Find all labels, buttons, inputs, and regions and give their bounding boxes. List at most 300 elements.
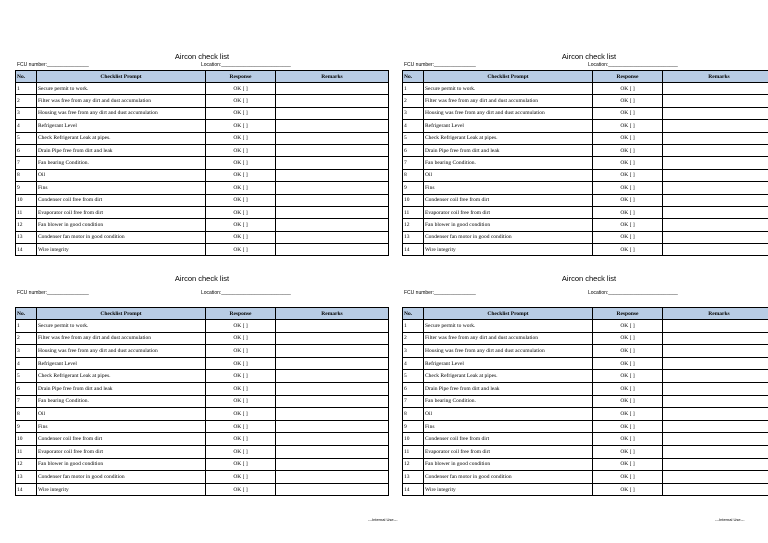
- cell-prompt: Housing was free from any dirt and dust accumulation: [37, 345, 206, 358]
- cell-prompt: Check Refrigerant Leak at pipes.: [37, 132, 206, 144]
- cell-remarks[interactable]: [276, 433, 389, 446]
- cell-prompt: Refrigerant Level: [37, 357, 206, 370]
- cell-prompt: Check Refrigerant Leak at pipes.: [424, 132, 593, 144]
- cell-remarks[interactable]: [276, 483, 389, 496]
- cell-prompt: Refrigerant Level: [424, 357, 593, 370]
- cell-no: 13: [403, 471, 424, 484]
- cell-prompt: Fan blower in good condition: [37, 458, 206, 471]
- cell-remarks[interactable]: [276, 206, 389, 218]
- cell-no: 4: [403, 357, 424, 370]
- cell-response[interactable]: OK [ ]: [593, 194, 663, 206]
- table-row: [16, 95, 389, 107]
- cell-prompt: Condenser fan motor in good condition: [424, 471, 593, 484]
- cell-no: 9: [403, 420, 424, 433]
- cell-prompt: Wire integrity: [424, 483, 593, 496]
- cell-response[interactable]: OK [ ]: [593, 219, 663, 231]
- cell-remarks[interactable]: [663, 95, 768, 107]
- cell-prompt: Refrigerant Level: [37, 120, 206, 132]
- cell-remarks[interactable]: [276, 357, 389, 370]
- col-header-response: Response: [206, 308, 276, 320]
- checklist-title: Aircon check list: [174, 52, 230, 61]
- cell-remarks[interactable]: [663, 132, 768, 144]
- cell-no: 2: [403, 332, 424, 345]
- cell-response[interactable]: OK [ ]: [206, 231, 276, 243]
- cell-response[interactable]: OK [ ]: [593, 231, 663, 243]
- cell-response[interactable]: OK [ ]: [206, 420, 276, 433]
- cell-response[interactable]: OK [ ]: [593, 357, 663, 370]
- checklist-table: [402, 70, 768, 256]
- cell-no: 6: [403, 382, 424, 395]
- cell-response[interactable]: OK [ ]: [593, 458, 663, 471]
- cell-no: 14: [403, 244, 424, 256]
- cell-prompt: Oil: [424, 169, 593, 181]
- cell-remarks[interactable]: [663, 107, 768, 119]
- col-header-no: No.: [403, 308, 424, 320]
- table-row: [16, 231, 389, 243]
- cell-response[interactable]: OK [ ]: [593, 144, 663, 156]
- cell-remarks[interactable]: [663, 206, 768, 218]
- cell-response[interactable]: OK [ ]: [593, 382, 663, 395]
- checklist-meta: [402, 287, 768, 307]
- cell-response[interactable]: OK [ ]: [206, 471, 276, 484]
- cell-remarks[interactable]: [276, 169, 389, 181]
- cell-no: 12: [403, 458, 424, 471]
- cell-no: 1: [403, 83, 424, 95]
- cell-prompt: Fan bearing Condition.: [37, 395, 206, 408]
- cell-response[interactable]: OK [ ]: [593, 95, 663, 107]
- cell-remarks[interactable]: [276, 370, 389, 383]
- fcu-number-field[interactable]: FCU number:_______________: [17, 62, 89, 68]
- table-row: [16, 157, 389, 169]
- cell-no: 4: [16, 357, 37, 370]
- cell-response[interactable]: OK [ ]: [206, 95, 276, 107]
- cell-remarks[interactable]: [663, 320, 768, 333]
- cell-response[interactable]: OK [ ]: [593, 169, 663, 181]
- table-row: [403, 107, 768, 119]
- cell-no: 1: [16, 83, 37, 95]
- col-header-prompt: Checklist Prompt: [424, 71, 593, 83]
- fcu-number-field[interactable]: FCU number:_______________: [404, 62, 476, 68]
- cell-remarks[interactable]: [276, 445, 389, 458]
- checklist-top-right: [402, 52, 768, 256]
- table-row: [16, 182, 389, 194]
- checklist-meta: [15, 61, 389, 70]
- checklist-meta: [402, 61, 768, 70]
- cell-response[interactable]: OK [ ]: [206, 120, 276, 132]
- table-body: [403, 83, 768, 256]
- table-row: [16, 120, 389, 132]
- checklist-top-left: [15, 52, 389, 256]
- table-row: [16, 458, 389, 471]
- cell-prompt: Oil: [424, 408, 593, 421]
- cell-prompt: Fins: [37, 420, 206, 433]
- cell-no: 10: [403, 194, 424, 206]
- cell-no: 5: [16, 370, 37, 383]
- cell-prompt: Fins: [37, 182, 206, 194]
- cell-remarks[interactable]: [663, 182, 768, 194]
- cell-prompt: Fan bearing Condition.: [37, 157, 206, 169]
- checklist-title: Aircon check list: [174, 274, 230, 283]
- table-row: [16, 169, 389, 181]
- cell-prompt: Refrigerant Level: [424, 120, 593, 132]
- cell-remarks[interactable]: [276, 83, 389, 95]
- table-body: [16, 83, 389, 256]
- cell-response[interactable]: OK [ ]: [593, 332, 663, 345]
- cell-prompt: Oil: [37, 408, 206, 421]
- cell-remarks[interactable]: [663, 83, 768, 95]
- cell-prompt: Secure permit to work.: [37, 83, 206, 95]
- cell-response[interactable]: OK [ ]: [206, 332, 276, 345]
- cell-no: 12: [403, 219, 424, 231]
- cell-remarks[interactable]: [663, 445, 768, 458]
- cell-remarks[interactable]: [663, 471, 768, 484]
- cell-remarks[interactable]: [276, 231, 389, 243]
- col-header-prompt: Checklist Prompt: [424, 308, 593, 320]
- table-row: [16, 219, 389, 231]
- cell-remarks[interactable]: [276, 194, 389, 206]
- cell-remarks[interactable]: [276, 144, 389, 156]
- cell-response[interactable]: OK [ ]: [206, 345, 276, 358]
- cell-response[interactable]: OK [ ]: [206, 182, 276, 194]
- cell-remarks[interactable]: [663, 408, 768, 421]
- cell-no: 9: [403, 182, 424, 194]
- cell-remarks[interactable]: [663, 157, 768, 169]
- cell-no: 7: [16, 395, 37, 408]
- table-row: [16, 370, 389, 383]
- table-row: [16, 395, 389, 408]
- cell-remarks[interactable]: [276, 332, 389, 345]
- cell-prompt: Check Refrigerant Leak at pipes.: [37, 370, 206, 383]
- cell-response[interactable]: OK [ ]: [206, 445, 276, 458]
- cell-no: 8: [16, 169, 37, 181]
- cell-prompt: Drain Pipe free from dirt and leak: [424, 382, 593, 395]
- fcu-number-field[interactable]: FCU number:_______________: [404, 290, 476, 296]
- cell-no: 2: [403, 95, 424, 107]
- cell-response[interactable]: OK [ ]: [206, 433, 276, 446]
- table-row: [16, 471, 389, 484]
- cell-remarks[interactable]: [663, 194, 768, 206]
- table-row: [403, 169, 768, 181]
- cell-no: 1: [16, 320, 37, 333]
- table-row: [403, 420, 768, 433]
- cell-no: 14: [16, 483, 37, 496]
- table-row: [403, 458, 768, 471]
- cell-prompt: Secure permit to work.: [37, 320, 206, 333]
- cell-no: 2: [16, 95, 37, 107]
- cell-remarks[interactable]: [663, 420, 768, 433]
- cell-no: 6: [403, 144, 424, 156]
- cell-remarks[interactable]: [663, 244, 768, 256]
- cell-response[interactable]: OK [ ]: [206, 144, 276, 156]
- cell-response[interactable]: OK [ ]: [206, 194, 276, 206]
- cell-response[interactable]: OK [ ]: [206, 132, 276, 144]
- cell-prompt: Housing was free from any dirt and dust accumulation: [37, 107, 206, 119]
- cell-response[interactable]: OK [ ]: [206, 357, 276, 370]
- cell-no: 8: [16, 408, 37, 421]
- cell-remarks[interactable]: [276, 132, 389, 144]
- table-row: [16, 83, 389, 95]
- cell-prompt: Condenser fan motor in good condition: [424, 231, 593, 243]
- cell-no: 7: [16, 157, 37, 169]
- cell-remarks[interactable]: [276, 345, 389, 358]
- table-row: [16, 332, 389, 345]
- cell-response[interactable]: OK [ ]: [593, 433, 663, 446]
- cell-no: 9: [16, 182, 37, 194]
- cell-no: 14: [16, 244, 37, 256]
- cell-prompt: Evaporator coil free from dirt: [37, 206, 206, 218]
- cell-response[interactable]: OK [ ]: [206, 370, 276, 383]
- cell-remarks[interactable]: [276, 408, 389, 421]
- cell-remarks[interactable]: [276, 244, 389, 256]
- cell-remarks[interactable]: [276, 219, 389, 231]
- table-row: [403, 395, 768, 408]
- cell-response[interactable]: OK [ ]: [593, 206, 663, 218]
- cell-response[interactable]: OK [ ]: [206, 382, 276, 395]
- cell-prompt: Housing was free from any dirt and dust accumulation: [424, 345, 593, 358]
- cell-no: 9: [16, 420, 37, 433]
- cell-response[interactable]: OK [ ]: [593, 132, 663, 144]
- cell-no: 10: [16, 194, 37, 206]
- table-row: [16, 345, 389, 358]
- cell-remarks[interactable]: [663, 219, 768, 231]
- cell-prompt: Condenser coil free from dirt: [424, 433, 593, 446]
- cell-no: 11: [16, 445, 37, 458]
- cell-remarks[interactable]: [663, 144, 768, 156]
- cell-prompt: Fins: [424, 420, 593, 433]
- table-header: [16, 308, 389, 320]
- cell-prompt: Evaporator coil free from dirt: [424, 206, 593, 218]
- cell-prompt: Condenser fan motor in good condition: [37, 471, 206, 484]
- table-header: [16, 71, 389, 83]
- cell-remarks[interactable]: [663, 433, 768, 446]
- checklist-bottom-left: [15, 273, 389, 496]
- footer-internal-use-right: ---Internal Use---: [715, 517, 745, 522]
- cell-response[interactable]: OK [ ]: [593, 107, 663, 119]
- location-field[interactable]: Location:_________________________: [201, 62, 291, 68]
- cell-no: 3: [403, 345, 424, 358]
- cell-remarks[interactable]: [663, 120, 768, 132]
- cell-prompt: Drain Pipe free from dirt and leak: [424, 144, 593, 156]
- cell-remarks[interactable]: [276, 420, 389, 433]
- table-row: [16, 107, 389, 119]
- cell-prompt: Fan bearing Condition.: [424, 157, 593, 169]
- cell-prompt: Condenser coil free from dirt: [424, 194, 593, 206]
- table-body: [403, 320, 768, 496]
- table-row: [403, 483, 768, 496]
- cell-remarks[interactable]: [276, 120, 389, 132]
- cell-no: 3: [16, 345, 37, 358]
- cell-remarks[interactable]: [276, 320, 389, 333]
- cell-remarks[interactable]: [276, 395, 389, 408]
- table-row: [403, 345, 768, 358]
- cell-prompt: Filter was free from any dirt and dust accumulation: [424, 95, 593, 107]
- cell-response[interactable]: OK [ ]: [206, 169, 276, 181]
- cell-prompt: Evaporator coil free from dirt: [37, 445, 206, 458]
- cell-prompt: Check Refrigerant Leak at pipes.: [424, 370, 593, 383]
- table-row: [16, 408, 389, 421]
- cell-prompt: Evaporator coil free from dirt: [424, 445, 593, 458]
- cell-response[interactable]: OK [ ]: [593, 408, 663, 421]
- cell-response[interactable]: OK [ ]: [593, 120, 663, 132]
- table-row: [403, 471, 768, 484]
- cell-prompt: Fins: [424, 182, 593, 194]
- cell-prompt: Wire integrity: [37, 483, 206, 496]
- cell-prompt: Fan bearing Condition.: [424, 395, 593, 408]
- cell-no: 3: [403, 107, 424, 119]
- table-row: [403, 244, 768, 256]
- cell-prompt: Wire integrity: [37, 244, 206, 256]
- cell-remarks[interactable]: [663, 357, 768, 370]
- cell-remarks[interactable]: [276, 458, 389, 471]
- cell-response[interactable]: OK [ ]: [206, 395, 276, 408]
- cell-response[interactable]: OK [ ]: [593, 395, 663, 408]
- cell-prompt: Filter was free from any dirt and dust accumulation: [424, 332, 593, 345]
- col-header-remarks: Remarks: [276, 308, 389, 320]
- cell-response[interactable]: OK [ ]: [206, 320, 276, 333]
- col-header-no: No.: [16, 308, 37, 320]
- cell-response[interactable]: OK [ ]: [206, 83, 276, 95]
- cell-prompt: Condenser coil free from dirt: [37, 433, 206, 446]
- col-header-response: Response: [593, 308, 663, 320]
- table-row: [16, 382, 389, 395]
- table-row: [403, 120, 768, 132]
- cell-response[interactable]: OK [ ]: [206, 458, 276, 471]
- cell-remarks[interactable]: [663, 483, 768, 496]
- table-row: [16, 483, 389, 496]
- table-row: [403, 194, 768, 206]
- cell-no: 4: [403, 120, 424, 132]
- table-row: [403, 445, 768, 458]
- cell-remarks[interactable]: [663, 458, 768, 471]
- table-row: [403, 83, 768, 95]
- table-row: [16, 357, 389, 370]
- cell-prompt: Drain Pipe free from dirt and leak: [37, 382, 206, 395]
- table-row: [16, 132, 389, 144]
- cell-no: 1: [403, 320, 424, 333]
- cell-response[interactable]: OK [ ]: [206, 157, 276, 169]
- table-row: [403, 206, 768, 218]
- cell-no: 7: [403, 157, 424, 169]
- cell-remarks[interactable]: [276, 107, 389, 119]
- cell-remarks[interactable]: [663, 169, 768, 181]
- cell-response[interactable]: OK [ ]: [206, 244, 276, 256]
- table-row: [16, 144, 389, 156]
- cell-no: 2: [16, 332, 37, 345]
- cell-response[interactable]: OK [ ]: [206, 107, 276, 119]
- cell-prompt: Fan blower in good condition: [424, 458, 593, 471]
- cell-prompt: Secure permit to work.: [424, 83, 593, 95]
- cell-response[interactable]: OK [ ]: [206, 219, 276, 231]
- cell-response[interactable]: OK [ ]: [593, 420, 663, 433]
- table-row: [403, 382, 768, 395]
- cell-prompt: Condenser coil free from dirt: [37, 194, 206, 206]
- col-header-remarks: Remarks: [276, 71, 389, 83]
- location-field[interactable]: Location:_________________________: [588, 62, 678, 68]
- cell-response[interactable]: OK [ ]: [593, 320, 663, 333]
- table-header: [403, 308, 768, 320]
- table-row: [16, 433, 389, 446]
- table-row: [403, 433, 768, 446]
- table-row: [16, 194, 389, 206]
- location-field[interactable]: Location:_________________________: [588, 290, 678, 296]
- cell-no: 5: [16, 132, 37, 144]
- cell-prompt: Condenser fan motor in good condition: [37, 231, 206, 243]
- cell-response[interactable]: OK [ ]: [593, 182, 663, 194]
- cell-no: 11: [403, 206, 424, 218]
- cell-no: 5: [403, 370, 424, 383]
- cell-response[interactable]: OK [ ]: [206, 483, 276, 496]
- cell-prompt: Wire integrity: [424, 244, 593, 256]
- cell-remarks[interactable]: [663, 345, 768, 358]
- cell-response[interactable]: OK [ ]: [206, 408, 276, 421]
- cell-remarks[interactable]: [663, 395, 768, 408]
- cell-no: 10: [16, 433, 37, 446]
- cell-response[interactable]: OK [ ]: [593, 471, 663, 484]
- table-row: [16, 320, 389, 333]
- cell-response[interactable]: OK [ ]: [593, 483, 663, 496]
- checklist-meta: [15, 287, 389, 307]
- cell-response[interactable]: OK [ ]: [593, 370, 663, 383]
- cell-remarks[interactable]: [663, 382, 768, 395]
- table-row: [403, 357, 768, 370]
- table-row: [403, 132, 768, 144]
- table-row: [403, 157, 768, 169]
- cell-remarks[interactable]: [663, 332, 768, 345]
- table-row: [16, 244, 389, 256]
- cell-response[interactable]: OK [ ]: [593, 345, 663, 358]
- cell-no: 8: [403, 408, 424, 421]
- cell-prompt: Housing was free from any dirt and dust accumulation: [424, 107, 593, 119]
- cell-no: 5: [403, 132, 424, 144]
- cell-response[interactable]: OK [ ]: [593, 83, 663, 95]
- cell-no: 4: [16, 120, 37, 132]
- table-row: [403, 182, 768, 194]
- cell-no: 11: [403, 445, 424, 458]
- cell-prompt: Oil: [37, 169, 206, 181]
- table-row: [403, 320, 768, 333]
- table-row: [403, 408, 768, 421]
- checklist-table: [15, 70, 389, 256]
- cell-response[interactable]: OK [ ]: [206, 206, 276, 218]
- col-header-prompt: Checklist Prompt: [37, 71, 206, 83]
- cell-remarks[interactable]: [276, 382, 389, 395]
- cell-remarks[interactable]: [276, 471, 389, 484]
- cell-no: 8: [403, 169, 424, 181]
- cell-response[interactable]: OK [ ]: [593, 445, 663, 458]
- cell-no: 12: [16, 458, 37, 471]
- cell-prompt: Drain Pipe free from dirt and leak: [37, 144, 206, 156]
- cell-no: 3: [16, 107, 37, 119]
- fcu-number-field[interactable]: FCU number:_______________: [17, 290, 89, 296]
- col-header-prompt: Checklist Prompt: [37, 308, 206, 320]
- cell-remarks[interactable]: [663, 231, 768, 243]
- cell-response[interactable]: OK [ ]: [593, 157, 663, 169]
- cell-no: 13: [16, 231, 37, 243]
- cell-no: 6: [16, 382, 37, 395]
- cell-remarks[interactable]: [663, 370, 768, 383]
- location-field[interactable]: Location:_________________________: [201, 290, 291, 296]
- cell-remarks[interactable]: [276, 182, 389, 194]
- table-row: [403, 219, 768, 231]
- col-header-response: Response: [593, 71, 663, 83]
- cell-remarks[interactable]: [276, 95, 389, 107]
- cell-remarks[interactable]: [276, 157, 389, 169]
- cell-no: 13: [403, 231, 424, 243]
- cell-response[interactable]: OK [ ]: [593, 244, 663, 256]
- col-header-no: No.: [16, 71, 37, 83]
- cell-no: 10: [403, 433, 424, 446]
- checklist-bottom-right: [402, 273, 768, 496]
